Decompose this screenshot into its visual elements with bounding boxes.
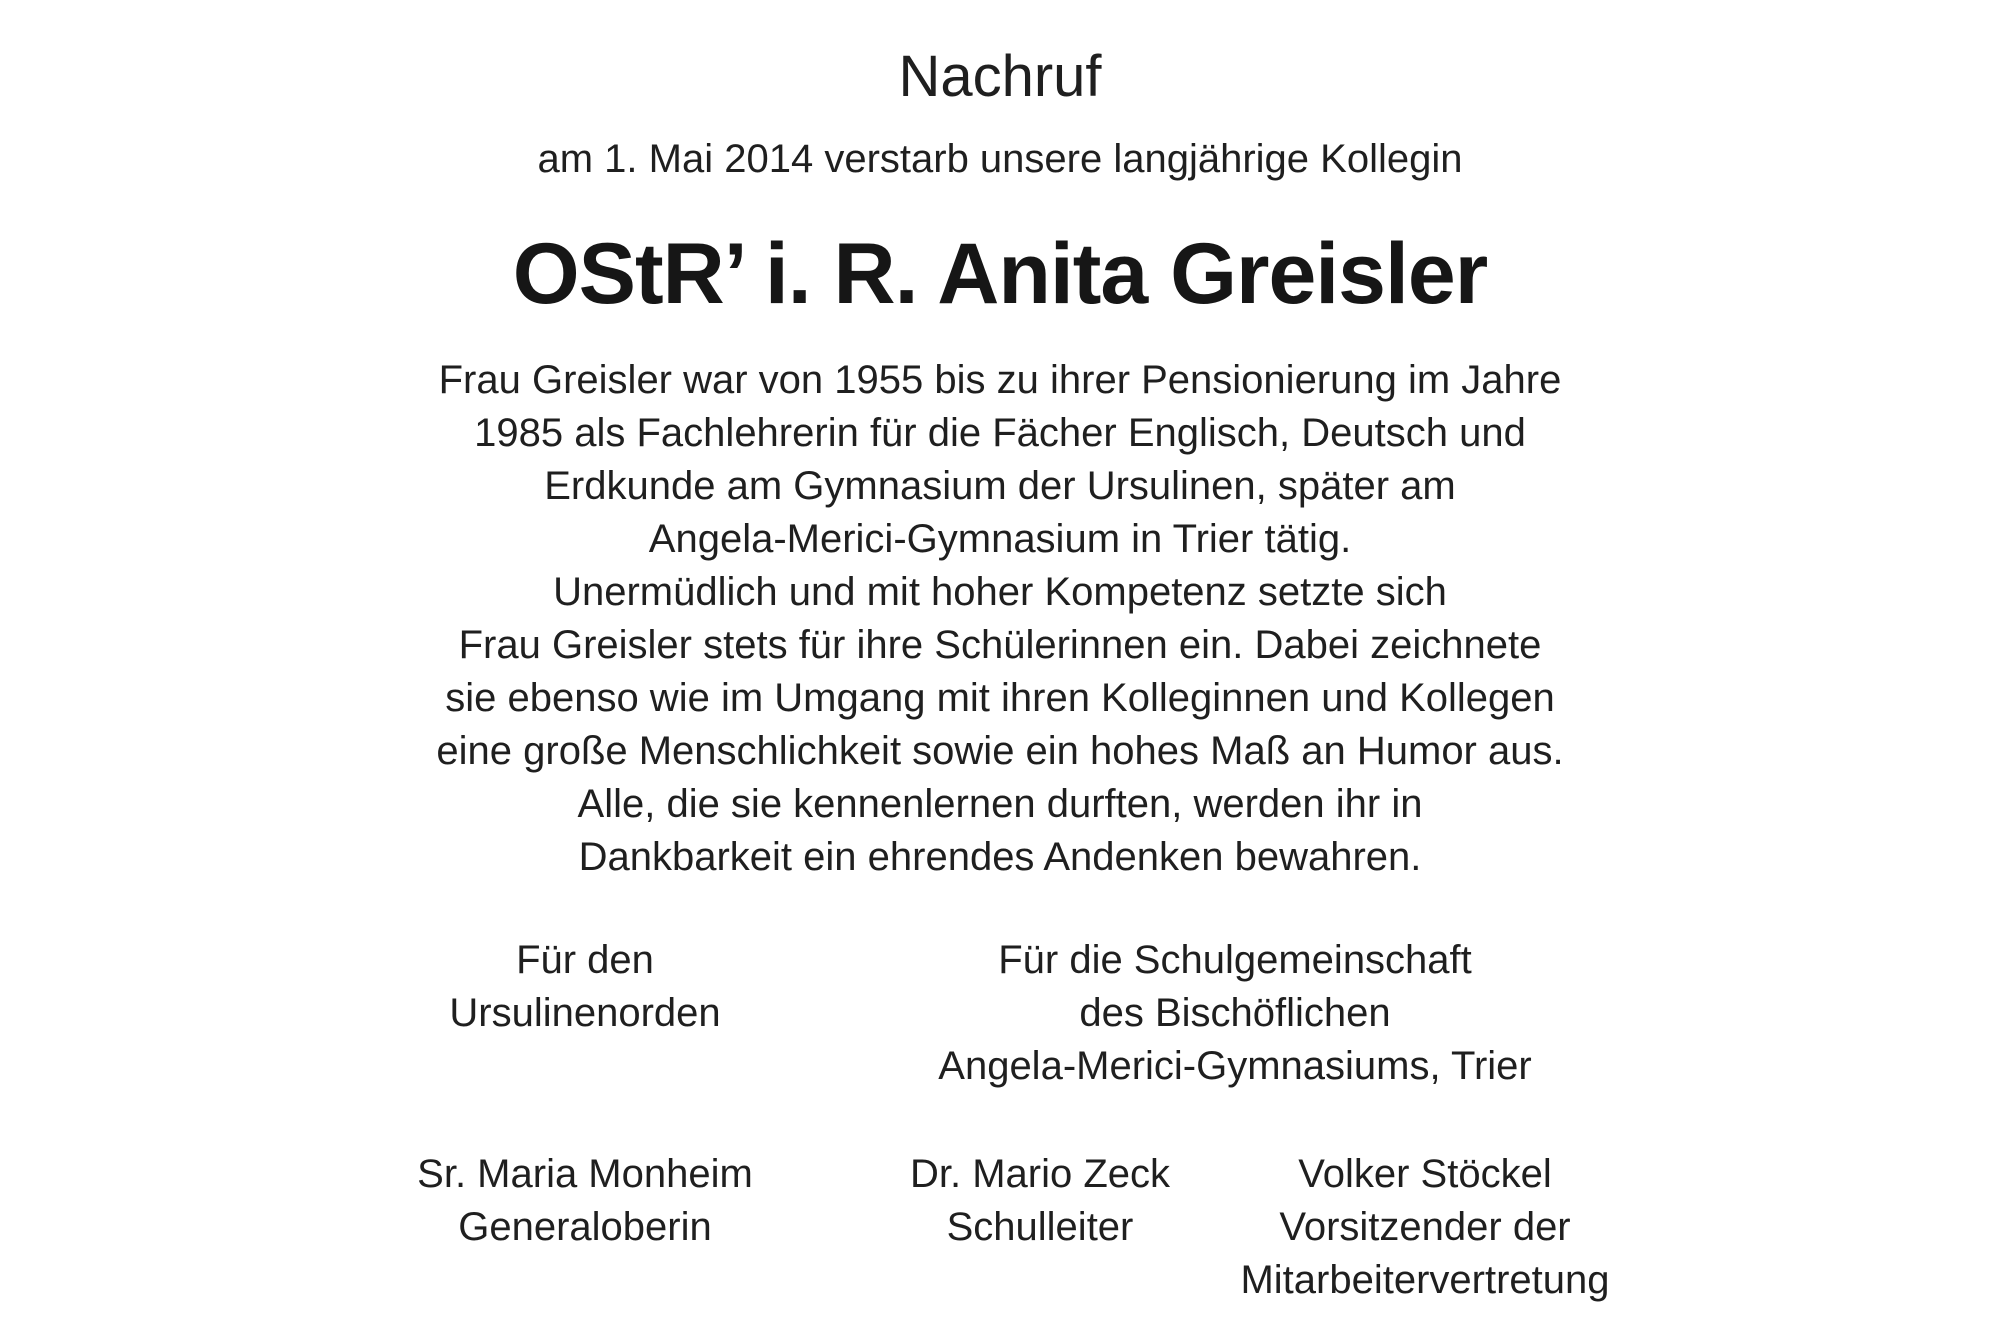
text-line: Unermüdlich und mit hoher Kompetenz setzte sich bbox=[553, 570, 1447, 614]
text-line: 1985 als Fachlehrerin für die Fächer Englisch, Deutsch und bbox=[474, 411, 1526, 455]
text-line: Frau Greisler stets für ihre Schülerinnen ein. Dabei zeichnete bbox=[458, 623, 1542, 667]
signatory-name: Sr. Maria Monheim bbox=[417, 1152, 753, 1196]
organization-line: Für die Schulgemeinschaft bbox=[998, 938, 1472, 982]
text-line: Dankbarkeit ein ehrendes Andenken bewahren. bbox=[578, 835, 1422, 879]
organization-ursulinenorden bbox=[385, 934, 785, 1040]
text-line: sie ebenso wie im Umgang mit ihren Kolleginnen und Kollegen bbox=[445, 676, 1555, 720]
text-line: Erdkunde am Gymnasium der Ursulinen, später am bbox=[544, 464, 1456, 508]
text-line: Frau Greisler war von 1955 bis zu ihrer Pensionierung im Jahre bbox=[438, 358, 1562, 402]
signatory-name: Volker Stöckel bbox=[1298, 1152, 1552, 1196]
organization-line: des Bischöflichen bbox=[1079, 991, 1391, 1035]
signatory-stoeckel bbox=[1185, 1148, 1665, 1307]
organization-line: Angela-Merici-Gymnasiums, Trier bbox=[938, 1044, 1532, 1088]
signatory-role: Generaloberin bbox=[458, 1205, 712, 1249]
intro-line: am 1. Mai 2014 verstarb unsere langjährige Kollegin bbox=[537, 137, 1463, 181]
signatory-role: Vorsitzender der bbox=[1279, 1205, 1571, 1249]
text-line: eine große Menschlichkeit sowie ein hohes Maß an Humor aus. bbox=[436, 729, 1564, 773]
notice-heading: Nachruf bbox=[898, 44, 1102, 109]
organization-line: Ursulinenorden bbox=[449, 991, 721, 1035]
signatory-role: Schulleiter bbox=[946, 1205, 1134, 1249]
signatory-role: Mitarbeitervertretung bbox=[1240, 1258, 1610, 1302]
text-line: Angela-Merici-Gymnasium in Trier tätig. bbox=[648, 517, 1352, 561]
obituary-text bbox=[0, 354, 2000, 884]
deceased-name: OStR’ i. R. Anita Greisler bbox=[512, 226, 1488, 322]
organization-line: Für den bbox=[516, 938, 654, 982]
text-line: Alle, die sie kennenlernen durften, werden ihr in bbox=[577, 782, 1423, 826]
signatory-name: Dr. Mario Zeck bbox=[909, 1152, 1171, 1196]
signatory-monheim bbox=[370, 1148, 800, 1254]
signatory-zeck bbox=[860, 1148, 1220, 1254]
organization-school-community bbox=[835, 934, 1635, 1093]
